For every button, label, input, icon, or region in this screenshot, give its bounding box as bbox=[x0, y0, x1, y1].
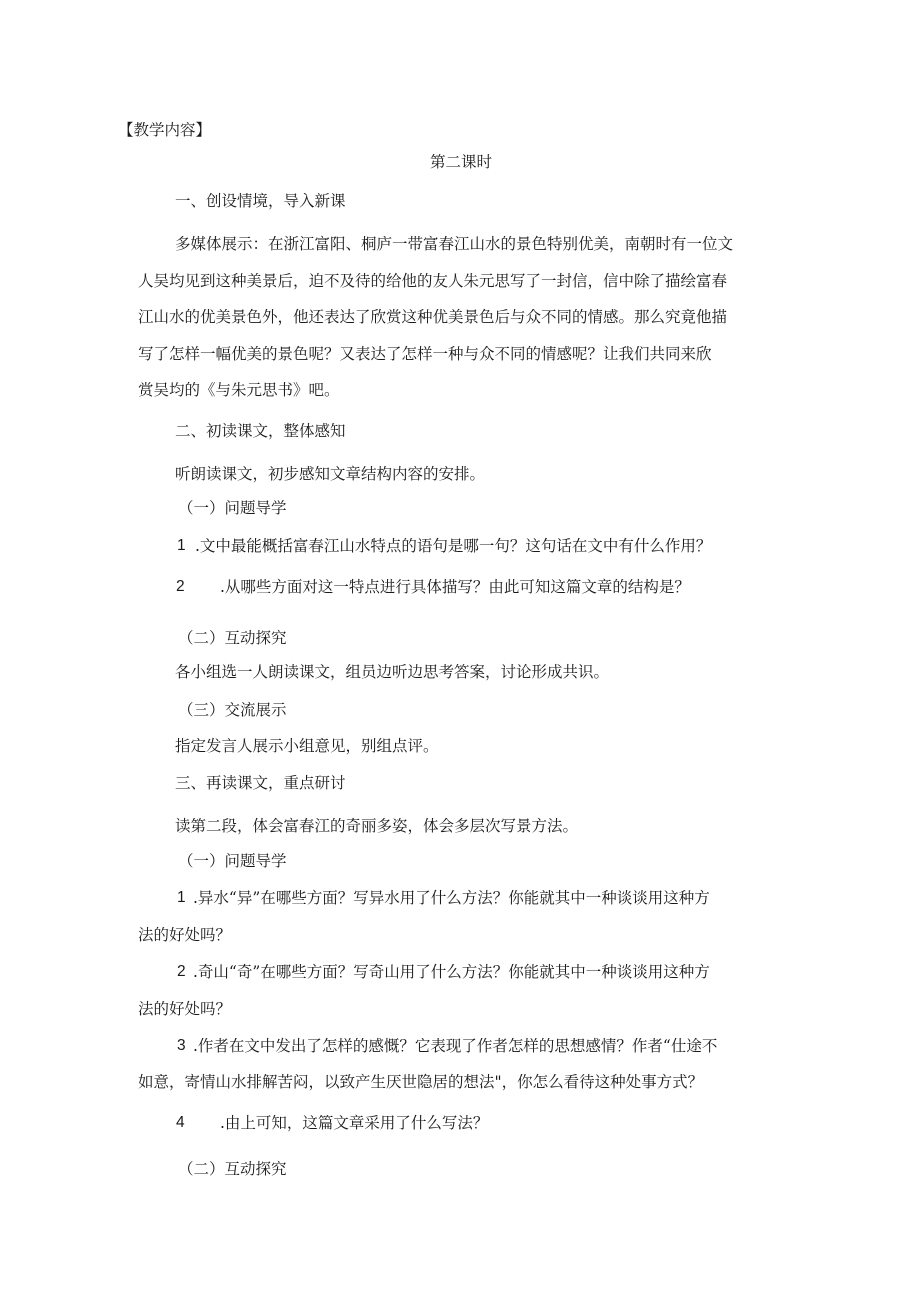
part3-intro: 读第二段，体会富春江的奇丽多姿，体会多层次写景方法。 bbox=[175, 817, 579, 835]
part1-paragraph-line: 赏吴均的《与朱元思书》吧。 bbox=[138, 381, 340, 399]
question-text: .作者在文中发出了怎样的感慨？它表现了作者怎样的思想感情？作者“仕途不 bbox=[193, 1037, 718, 1055]
question-text: .奇山“奇”在哪些方面？写奇山用了什么方法？你能就其中一种谈谈用这种方 bbox=[193, 963, 710, 981]
question-text: 法的好处吗？ bbox=[138, 1000, 232, 1018]
part3-sub1-heading: （一）问题导学 bbox=[178, 852, 287, 870]
part2-sub3-text: 指定发言人展示小组意见，别组点评。 bbox=[175, 737, 439, 755]
part1-paragraph-line: 人吴均见到这种美景后，迫不及待的给他的友人朱元思写了一封信，信中除了描绘富春 bbox=[138, 272, 728, 290]
part1-heading: 一、创设情境，导入新课 bbox=[175, 192, 346, 210]
question-number: 1 bbox=[177, 889, 186, 906]
lesson-title: 第二课时 bbox=[430, 153, 493, 171]
part1-paragraph-line: 江山水的优美景色外，他还表达了欣赏这种优美景色后与众不同的情感。那么究竟他描 bbox=[138, 308, 728, 326]
part2-sub1-heading: （一）问题导学 bbox=[178, 499, 287, 517]
question-text: .由上可知，这篇文章采用了什么写法？ bbox=[220, 1114, 489, 1132]
question-text: 法的好处吗？ bbox=[138, 926, 232, 944]
question-text: .从哪些方面对这一特点进行具体描写？由此可知这篇文章的结构是？ bbox=[220, 578, 690, 596]
question-text: .文中最能概括富春江山水特点的语句是哪一句？这句话在文中有什么作用？ bbox=[195, 537, 712, 555]
question-text: .异水“异”在哪些方面？写异水用了什么方法？你能就其中一种谈谈用这种方 bbox=[193, 889, 710, 907]
part3-heading: 三、再读课文，重点研讨 bbox=[175, 774, 346, 792]
question-number: 2 bbox=[177, 963, 186, 980]
part2-sub3-heading: （三）交流展示 bbox=[178, 701, 287, 719]
part1-paragraph-line: 写了怎样一幅优美的景色呢？又表达了怎样一种与众不同的情感呢？让我们共同来欣 bbox=[138, 345, 712, 363]
question-number: 2 bbox=[176, 578, 185, 595]
part2-intro: 听朗读课文，初步感知文章结构内容的安排。 bbox=[175, 465, 486, 483]
question-number: 3 bbox=[177, 1037, 186, 1054]
part1-paragraph-line: 多媒体展示：在浙江富阳、桐庐一带富春江山水的景色特别优美，南朝时有一位文 bbox=[175, 235, 734, 253]
part2-sub2-text: 各小组选一人朗读课文，组员边听边思考答案，讨论形成共识。 bbox=[175, 663, 610, 681]
question-number: 4 bbox=[176, 1114, 185, 1131]
part3-sub2-heading: （二）互动探究 bbox=[178, 1160, 287, 1178]
section-header: 【教学内容】 bbox=[118, 121, 212, 139]
part2-sub2-heading: （二）互动探究 bbox=[178, 629, 287, 647]
question-text: 如意，寄情山水排解苦闷，以致产生厌世隐居的想法"，你怎么看待这种处事方式？ bbox=[138, 1073, 704, 1091]
part2-heading: 二、初读课文，整体感知 bbox=[175, 422, 346, 440]
question-number: 1 bbox=[177, 537, 186, 554]
